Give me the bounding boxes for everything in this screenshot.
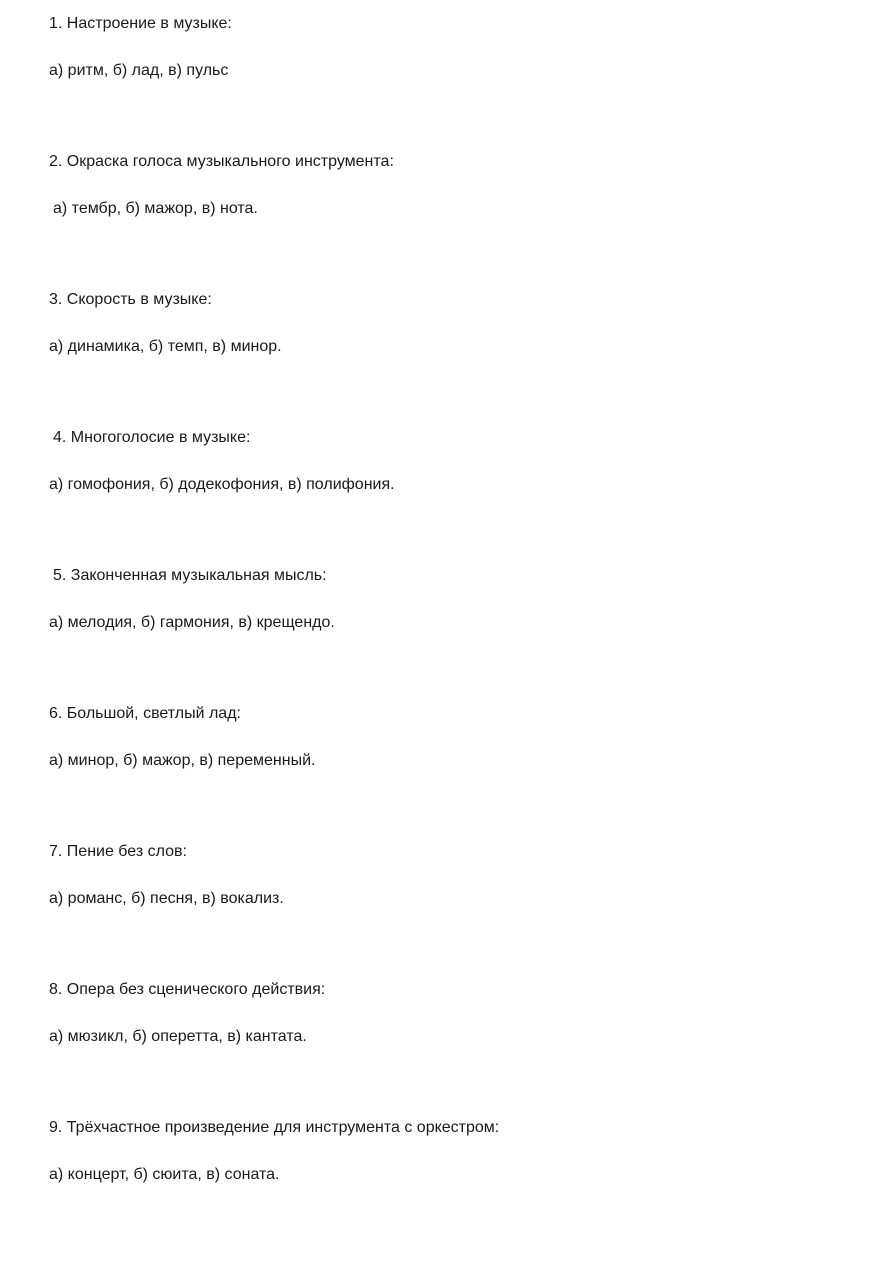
answer-options: а) романс, б) песня, в) вокализ. bbox=[49, 890, 284, 907]
question-block-1 bbox=[49, 14, 232, 81]
question-block-3 bbox=[49, 290, 282, 357]
question-text: 1. Настроение в музыке: bbox=[49, 15, 232, 32]
question-block-2 bbox=[49, 152, 394, 219]
answer-options: а) минор, б) мажор, в) переменный. bbox=[49, 752, 316, 769]
answer-options: а) мюзикл, б) оперетта, в) кантата. bbox=[49, 1028, 307, 1045]
question-text: 7. Пение без слов: bbox=[49, 843, 187, 860]
question-block-9 bbox=[49, 1118, 499, 1185]
question-text: 9. Трёхчастное произведение для инструмента с оркестром: bbox=[49, 1119, 500, 1136]
question-text: 8. Опера без сценического действия: bbox=[49, 981, 326, 998]
answer-options: а) мелодия, б) гармония, в) крещендо. bbox=[49, 614, 335, 631]
answer-options: а) тембр, б) мажор, в) нота. bbox=[53, 200, 258, 217]
question-block-4 bbox=[49, 428, 395, 495]
question-text: 2. Окраска голоса музыкального инструмента: bbox=[49, 153, 394, 170]
answer-options: а) ритм, б) лад, в) пульс bbox=[49, 62, 229, 79]
answer-options: а) концерт, б) сюита, в) соната. bbox=[49, 1166, 280, 1183]
question-text: 4. Многоголосие в музыке: bbox=[53, 429, 251, 446]
question-block-7 bbox=[49, 842, 284, 909]
question-text: 3. Скорость в музыке: bbox=[49, 291, 212, 308]
answer-options: а) динамика, б) темп, в) минор. bbox=[49, 338, 282, 355]
question-text: 6. Большой, светлый лад: bbox=[49, 705, 241, 722]
question-text: 5. Законченная музыкальная мысль: bbox=[53, 567, 327, 584]
answer-options: а) гомофония, б) додекофония, в) полифония. bbox=[49, 476, 395, 493]
question-block-6 bbox=[49, 704, 315, 771]
question-block-5 bbox=[49, 566, 335, 633]
question-block-8 bbox=[49, 980, 325, 1047]
